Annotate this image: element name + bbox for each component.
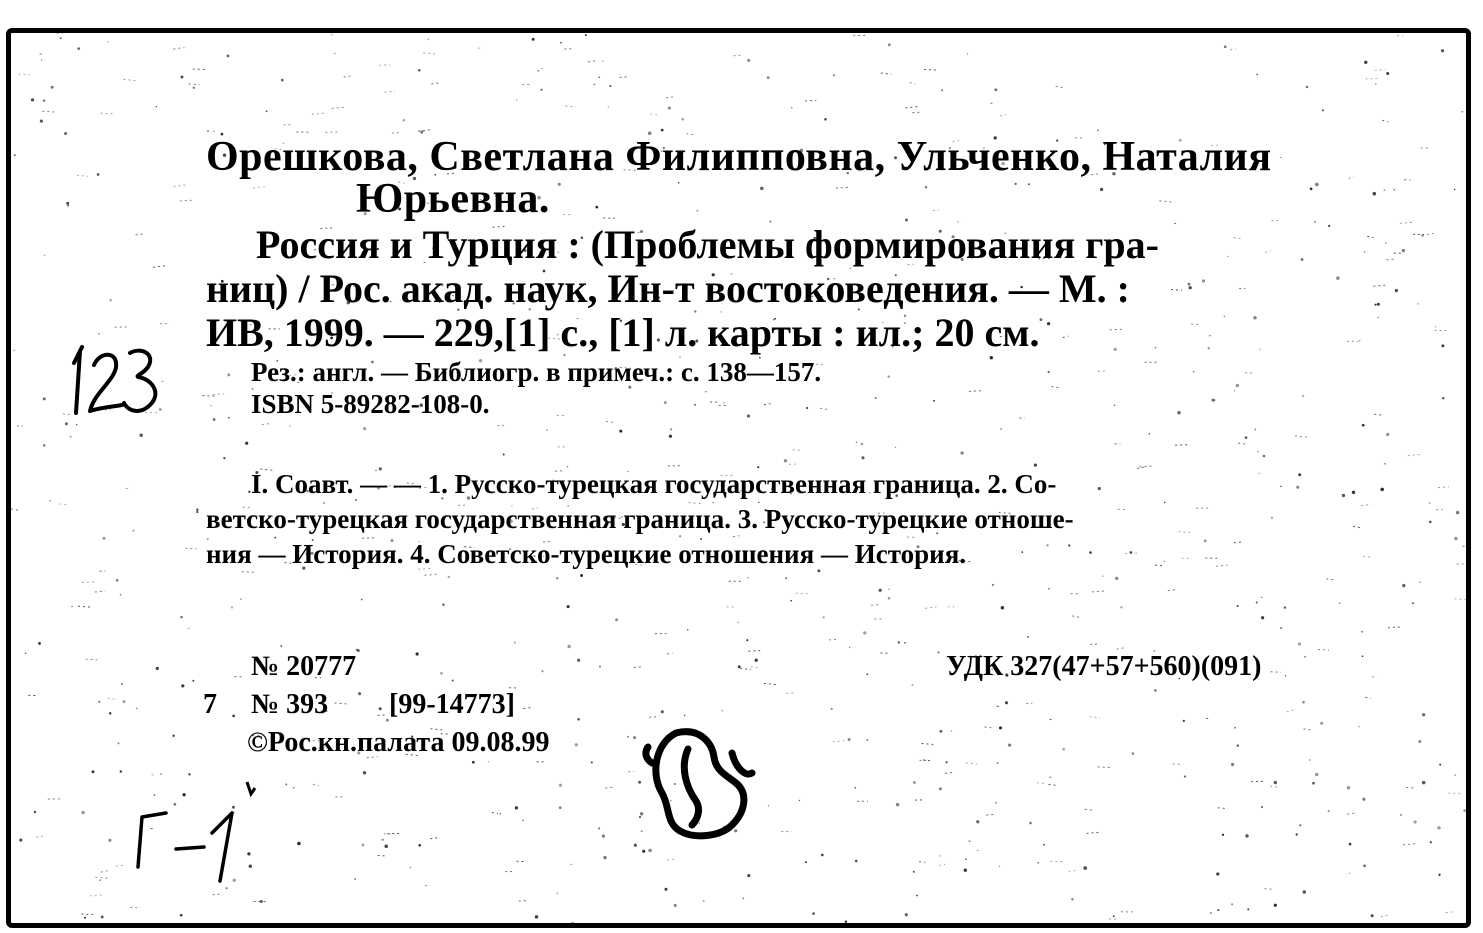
record-code: [99-14773] — [389, 689, 515, 720]
author-heading-line-1: Орешкова, Светлана Филипповна, Ульченко, Наталия — [206, 134, 1272, 180]
title-line-1: Россия и Турция : (Проблемы формирования гра- — [256, 222, 1159, 267]
ink-mark — [241, 778, 261, 798]
isbn-line: ISBN 5-89282-108-0. — [251, 389, 490, 419]
card-number: № 20777 — [251, 651, 357, 682]
udk-classification: УДК 327(47+57+560)(091) — [946, 651, 1262, 682]
handwritten-shelf-mark — [116, 803, 266, 893]
library-stamp — [636, 713, 776, 853]
handwritten-margin-number — [66, 333, 176, 423]
subjects-line-2: ветско-турецкая государственная граница. 3. Русско-турецкие отноше- — [206, 504, 1074, 534]
catalog-card — [6, 28, 1471, 928]
prefix-digit: 7 — [203, 689, 217, 720]
author-heading-line-2: Юрьевна. — [356, 176, 550, 222]
record-number: № 393 — [251, 689, 329, 720]
summary-note: Рез.: англ. — Библиогр. в примеч.: с. 138—157. — [251, 357, 822, 387]
subjects-line-1: I. Соавт. — — 1. Русско-турецкая государственная граница. 2. Со- — [251, 469, 1057, 499]
title-line-2: ниц) / Рос. акад. наук, Ин-т востоковедения. — М. : — [206, 266, 1130, 311]
copyright-line: ©Рос.кн.палата 09.08.99 — [247, 727, 550, 758]
subjects-line-3: ния — История. 4. Советско-турецкие отношения — История. — [206, 539, 967, 569]
title-line-3: ИВ, 1999. — 229,[1] с., [1] л. карты : ил.; 20 см. — [206, 310, 1040, 355]
